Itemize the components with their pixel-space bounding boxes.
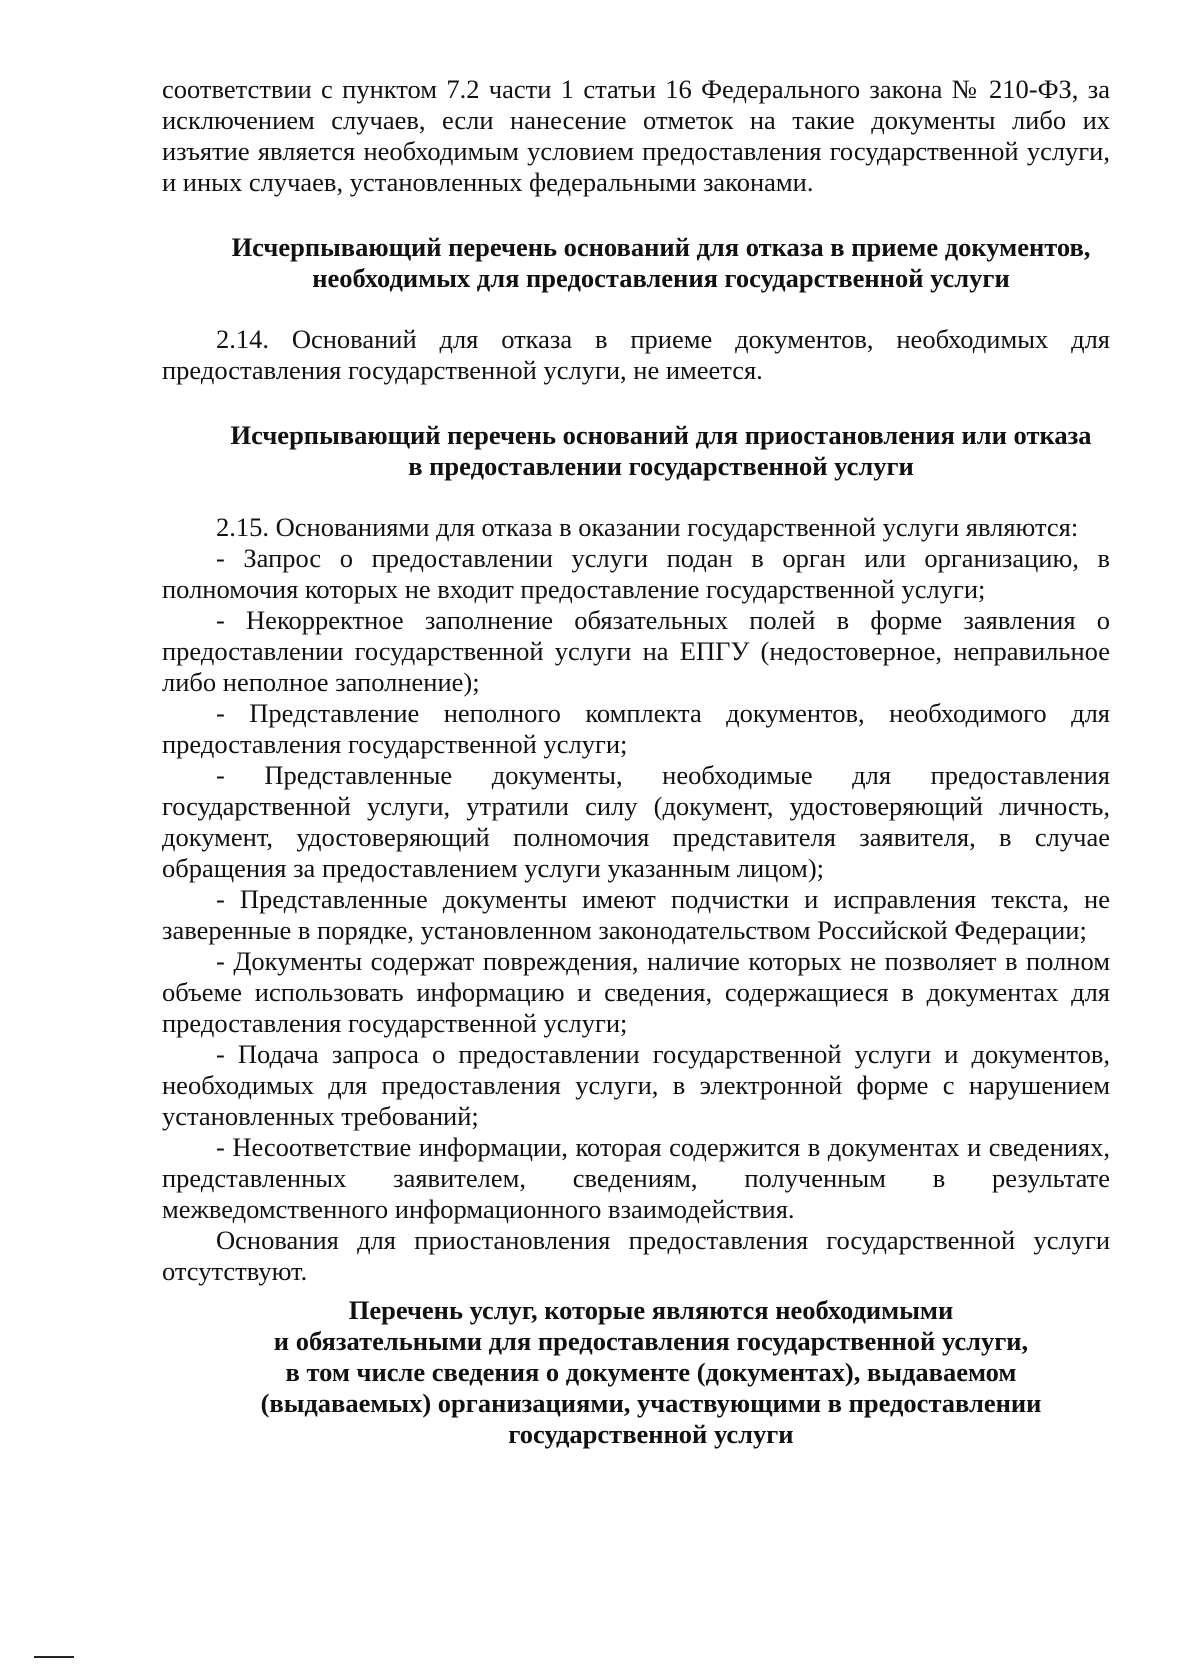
heading-line: (выдаваемых) организациями, участвующими в предоставлении <box>260 1388 1042 1418</box>
list-item: - Подача запроса о предоставлении государственной услуги и документов, необходимых для предоставления услуги, в электронной форме с нарушением установленных требований; <box>162 1039 1110 1131</box>
list-item: - Документы содержат повреждения, наличие которых не позволяет в полном объеме использовать информацию и сведения, содержащиеся в документах для предоставления государственной услуги; <box>162 946 1110 1038</box>
list-item: - Запрос о предоставлении услуги подан в орган или организацию, в полномочия которых не входит предоставление государственной услуги; <box>162 543 1110 604</box>
heading-line: в предоставлении государственной услуги <box>408 451 914 481</box>
section-2-14: 2.14. Оснований для отказа в приеме документов, необходимых для предоставления государственной услуги, не имеется. <box>162 324 1110 385</box>
list-item: - Некорректное заполнение обязательных полей в форме заявления о предоставлении государственной услуги на ЕПГУ (недостоверное, неправильное либо неполное заполнение); <box>162 605 1110 697</box>
list-item: - Представленные документы, необходимые для предоставления государственной услуги, утратили силу (документ, удостоверяющий личность, документ, удостоверяющий полномочия представителя заявителя, в случае обращения за предоставлением услуги указанным лицом); <box>162 760 1110 883</box>
heading-refusal-reception <box>162 232 1110 294</box>
heading-line: государственной услуги <box>508 1419 794 1449</box>
section-2-15-intro: 2.15. Основаниями для отказа в оказании государственной услуги являются: <box>216 512 1079 542</box>
section-2-15 <box>162 512 1110 1287</box>
heading-line: Исчерпывающий перечень оснований для приостановления или отказа <box>230 420 1092 450</box>
heading-suspension <box>162 420 1110 482</box>
list-item: - Представленные документы имеют подчистки и исправления текста, не заверенные в порядке, установленном законодательством Российской Федерации; <box>162 884 1110 945</box>
section-2-15-closing: Основания для приостановления предоставления государственной услуги отсутствуют. <box>162 1225 1110 1286</box>
heading-line: в том числе сведения о документе (документах), выдаваемом <box>285 1357 1017 1387</box>
list-item: - Несоответствие информации, которая содержится в документах и сведениях, представленных заявителем, сведениям, полученным в результате межведомственного информационного взаимодействия. <box>162 1132 1110 1224</box>
heading-line: и обязательными для предоставления государственной услуги, <box>273 1326 1029 1356</box>
opening-paragraph: соответствии с пунктом 7.2 части 1 статьи 16 Федерального закона № 210-ФЗ, за исключением случаев, если нанесение отметок на такие документы либо их изъятие является необходимым условием предоставления государственной услуги, и иных случаев, установленных федеральными законами. <box>162 74 1110 197</box>
document-page <box>162 74 1110 1450</box>
heading-line: Перечень услуг, которые являются необходимыми <box>348 1295 954 1325</box>
heading-line: Исчерпывающий перечень оснований для отказа в приеме документов, <box>231 232 1091 262</box>
heading-line: необходимых для предоставления государственной услуги <box>312 263 1010 293</box>
list-item: - Представление неполного комплекта документов, необходимого для предоставления государственной услуги; <box>162 698 1110 759</box>
heading-required-services <box>162 1295 1110 1450</box>
scan-edge-mark <box>34 1656 74 1658</box>
